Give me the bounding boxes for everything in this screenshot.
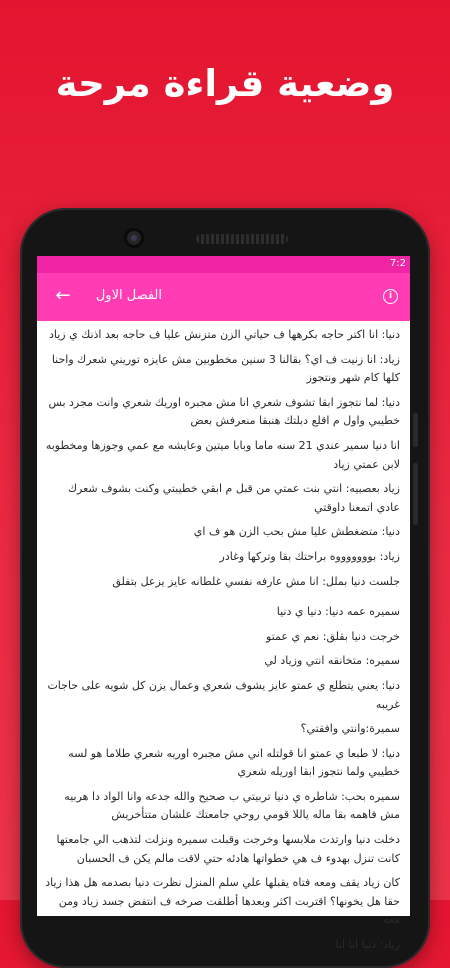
story-text xyxy=(37,321,410,955)
story-paragraph: زياد: انا زنيت ف اي؟ بقالنا 3 سنين مخطوبين مش عايزه توريني شعرك واحنا كلها كام شهر ونتجوز xyxy=(51,352,400,385)
story-paragraph: دخلت دنيا وارتدت ملابسها وخرجت وقبلت سميره ونزلت لتذهب الي جامعتها كانت تنزل بهدوء ف هي خطواتها هادئه حتي لاقت مالم يكن ف الحسبان xyxy=(56,833,400,865)
app-screen xyxy=(37,256,410,952)
story-paragraph: سميره: متخانقه انتي وزياد لي xyxy=(264,654,400,668)
story-paragraph: دنيا: متضغطش عليا مش بحب الزن هو ف اي xyxy=(193,525,400,539)
status-time: 7:2 xyxy=(389,258,406,269)
story-paragraph: دنيا: لا طبعا ي عمتو انا قولتله اني مش مجبره اوريه شعري طلاما هو لسه خطيبي ولما نتجوز ابقا اوريله شعري xyxy=(68,746,400,779)
volume-down-button xyxy=(413,463,418,525)
story-paragraph: زياد: بوووووووه براحتك بقا وتركها وغادر xyxy=(219,549,400,563)
story-paragraph: سميره بحب: شاطره ي دنيا تربيتي ب صحيح والله جدعه وانا الواد دا هربيه مش فاهمه بقا ماله ياللا قومي روحي جامعتك علشان متتأخريش xyxy=(64,789,400,822)
story-paragraph: دنيا: لما نتجوز ابقا تشوف شعري انا مش مجبره اوريك شعري وانت مجرد بس خطيبي واول م اقلع دبلتك هنبقا منعرفش بعض xyxy=(48,395,400,428)
story-paragraph: دنيا: انا اكتر حاجه بكرهها ف حياتي الزن متزنش عليا ف حاجه بعد اذنك ي زياد xyxy=(48,328,400,341)
earpiece-speaker xyxy=(196,234,288,244)
story-paragraph: جلست دنيا بملل: انا مش عارفه نفسي غلطانه عايز يزعل بتفلق xyxy=(112,574,400,588)
arrow-left-icon[interactable]: ← xyxy=(55,285,71,306)
status-bar xyxy=(37,256,410,273)
front-camera xyxy=(124,228,144,248)
story-paragraph: زياد بعصبيه: انتي بنت عمتي من قبل م ابقي خطيبتي وكنت بشوف شعرك عادي اتمعنا داوقتي xyxy=(67,482,400,514)
story-paragraph: سميره عمه دنيا: دنيا ي دنيا xyxy=(276,605,400,619)
story-paragraph: سميرة:وانتي وافقتي؟ xyxy=(300,722,400,736)
story-paragraph: كان زياد يقف ومعه فتاه يقبلها علي سلم المنزل نظرت دنيا بصدمه هل هذا زياد حقا هل يخونها؟ اقتربت اكثر وبعدها أطلقت صرخه ف انتفض جسد زياد ومن معه xyxy=(45,876,400,927)
info-icon[interactable]: i xyxy=(383,289,398,304)
chapter-title: الفصل الاول xyxy=(95,288,162,303)
story-paragraph: خرجت دنيا بقلق: نعم ي عمتو xyxy=(266,629,400,643)
story-paragraph: دنيا: يعني يتطلع ي عمتو عايز يشوف شعري وعمال يزن كل شويه على حاجات غريبه xyxy=(47,678,400,711)
promo-title: وضعية قراءة مرحة xyxy=(55,62,395,105)
app-bar xyxy=(37,273,410,321)
story-paragraph: انا دنيا سمير عندي 21 سنه ماما وبابا ميتين وعايشه مع عمي وجوزها ومخطوبه لابن عمتي زياد xyxy=(45,438,400,471)
story-paragraph: زياد: دنيا انا انا xyxy=(335,938,400,952)
volume-up-button xyxy=(413,413,418,447)
